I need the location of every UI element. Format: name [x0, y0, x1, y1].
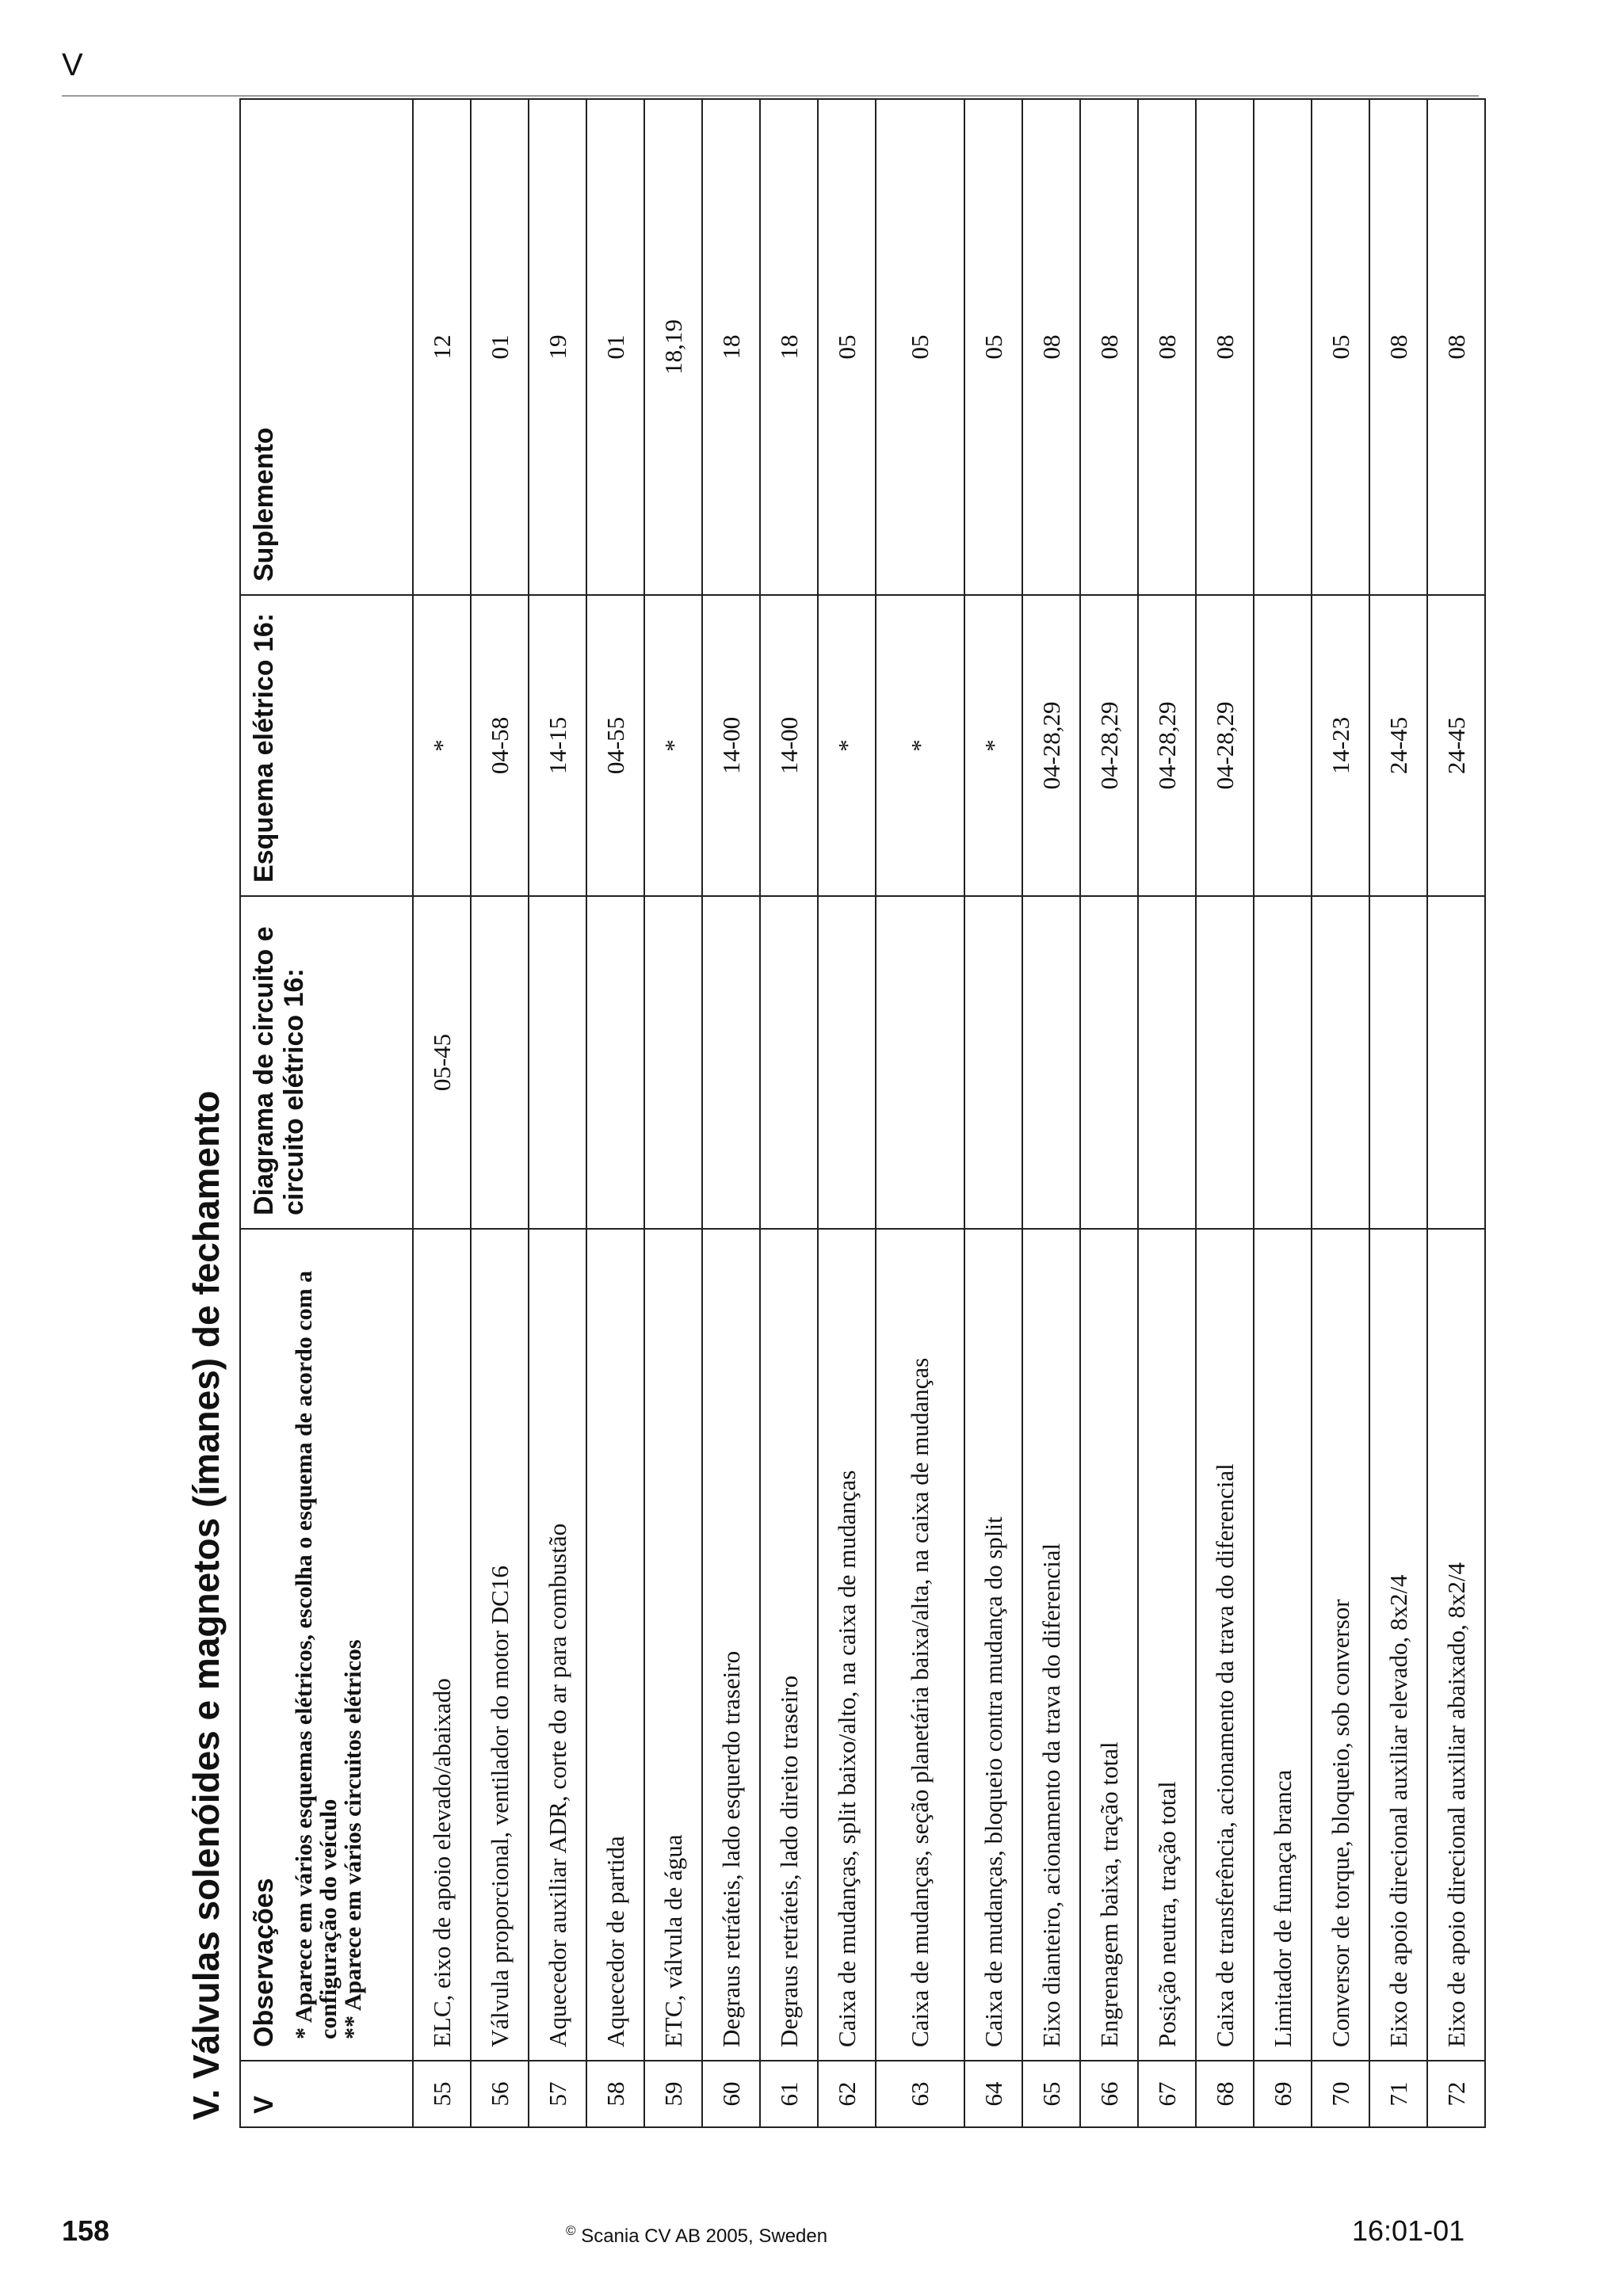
cell-id: 71 — [1369, 2061, 1427, 2127]
table-row — [1369, 99, 1427, 2127]
cell-circuit-diagram — [1312, 896, 1369, 1229]
cell-circuit-diagram — [1080, 896, 1138, 1229]
cell-circuit-diagram — [1196, 896, 1254, 1229]
cell-wiring-diagram: 14-15 — [529, 595, 586, 896]
cell-observation: Aquecedor auxiliar ADR, corte do ar para combustão — [529, 1229, 586, 2061]
cell-wiring-diagram: 04-28,29 — [1022, 595, 1080, 896]
cell-id: 59 — [644, 2061, 702, 2127]
cell-observation: Eixo de apoio direcional auxiliar elevado, 8x2/4 — [1369, 1229, 1427, 2061]
cell-circuit-diagram — [644, 896, 702, 1229]
cell-supplement: 01 — [471, 99, 529, 595]
cell-wiring-diagram: 04-28,29 — [1080, 595, 1138, 896]
table-body — [413, 99, 1485, 2127]
cell-supplement: 08 — [1022, 99, 1080, 595]
section-title: V. Válvulas solenóides e magnetos (ímanes) de fechamento — [185, 1090, 227, 2120]
cell-circuit-diagram — [1427, 896, 1485, 1229]
cell-wiring-diagram: 14-00 — [760, 595, 818, 896]
cell-wiring-diagram: 04-28,29 — [1196, 595, 1254, 896]
cell-circuit-diagram — [760, 896, 818, 1229]
copyright-notice — [566, 2223, 827, 2248]
cell-observation: Eixo dianteiro, acionamento da trava do diferencial — [1022, 1229, 1080, 2061]
cell-observation: Válvula proporcional, ventilador do motor DC16 — [471, 1229, 529, 2061]
column-header-supplement: Suplemento — [240, 99, 413, 595]
cell-id: 56 — [471, 2061, 529, 2127]
cell-circuit-diagram — [529, 896, 586, 1229]
cell-id: 57 — [529, 2061, 586, 2127]
cell-supplement: 08 — [1369, 99, 1427, 595]
cell-wiring-diagram: 04-28,29 — [1138, 595, 1196, 896]
table-row — [644, 99, 702, 2127]
cell-observation: Caixa de mudanças, split baixo/alto, na caixa de mudanças — [818, 1229, 876, 2061]
cell-id: 63 — [876, 2061, 964, 2127]
cell-observation: Caixa de mudanças, seção planetária baixa/alta, na caixa de mudanças — [876, 1229, 964, 2061]
cell-circuit-diagram: 05-45 — [413, 896, 471, 1229]
document-code: 16:01-01 — [1352, 2214, 1465, 2247]
cell-supplement: 05 — [964, 99, 1022, 595]
table-row — [1196, 99, 1254, 2127]
rotated-content — [182, 100, 1470, 2128]
cell-circuit-diagram — [702, 896, 760, 1229]
running-header-letter: V — [62, 48, 83, 82]
cell-supplement: 05 — [1312, 99, 1369, 595]
cell-circuit-diagram — [876, 896, 964, 1229]
cell-circuit-diagram — [964, 896, 1022, 1229]
cell-observation: Aquecedor de partida — [586, 1229, 644, 2061]
cell-observation: Degraus retráteis, lado direito traseiro — [760, 1229, 818, 2061]
column-header-observations — [240, 1229, 413, 2061]
table-row — [964, 99, 1022, 2127]
cell-circuit-diagram — [586, 896, 644, 1229]
cell-wiring-diagram: * — [413, 595, 471, 896]
cell-wiring-diagram: 14-00 — [702, 595, 760, 896]
table-header-row — [240, 99, 413, 2127]
cell-observation: ELC, eixo de apoio elevado/abaixado — [413, 1229, 471, 2061]
column-header-id: V — [240, 2061, 413, 2127]
cell-supplement: 08 — [1138, 99, 1196, 595]
cell-id: 66 — [1080, 2061, 1138, 2127]
cell-id: 55 — [413, 2061, 471, 2127]
cell-supplement: 08 — [1427, 99, 1485, 595]
header-note-1: * Aparece em vários esquemas elétricos, escolha o esquema de acordo com a configuração do veículo — [291, 1270, 342, 2039]
table-row — [413, 99, 471, 2127]
table-row — [702, 99, 760, 2127]
table-row — [1138, 99, 1196, 2127]
table-row — [1427, 99, 1485, 2127]
table-row — [818, 99, 876, 2127]
cell-circuit-diagram — [1254, 896, 1312, 1229]
table-row — [586, 99, 644, 2127]
cell-supplement: 05 — [818, 99, 876, 595]
cell-observation: Limitador de fumaça branca — [1254, 1229, 1312, 2061]
cell-supplement: 01 — [586, 99, 644, 595]
cell-observation: Degraus retráteis, lado esquerdo traseiro — [702, 1229, 760, 2061]
table-row — [760, 99, 818, 2127]
cell-id: 58 — [586, 2061, 644, 2127]
cell-wiring-diagram: 04-58 — [471, 595, 529, 896]
table-row — [471, 99, 529, 2127]
cell-observation: Posição neutra, tração total — [1138, 1229, 1196, 2061]
header-divider — [62, 95, 1479, 97]
cell-supplement: 18,19 — [644, 99, 702, 595]
cell-circuit-diagram — [1138, 896, 1196, 1229]
table-row — [1254, 99, 1312, 2127]
cell-circuit-diagram — [818, 896, 876, 1229]
cell-id: 60 — [702, 2061, 760, 2127]
table-row — [1312, 99, 1369, 2127]
cell-id: 70 — [1312, 2061, 1369, 2127]
cell-supplement: 08 — [1080, 99, 1138, 595]
table-row — [1080, 99, 1138, 2127]
cell-id: 67 — [1138, 2061, 1196, 2127]
solenoid-valve-table — [239, 98, 1486, 2128]
cell-circuit-diagram — [471, 896, 529, 1229]
table-row — [529, 99, 586, 2127]
cell-id: 65 — [1022, 2061, 1080, 2127]
cell-supplement: 12 — [413, 99, 471, 595]
cell-observation: Caixa de transferência, acionamento da trava do diferencial — [1196, 1229, 1254, 2061]
cell-supplement: 19 — [529, 99, 586, 595]
cell-supplement: 18 — [760, 99, 818, 595]
copyright-symbol: © — [566, 2223, 576, 2238]
cell-observation: Caixa de mudanças, bloqueio contra mudança do split — [964, 1229, 1022, 2061]
cell-wiring-diagram: * — [818, 595, 876, 896]
column-header-observations-label: Observações — [249, 1878, 279, 2047]
page-number: 158 — [62, 2214, 110, 2247]
column-header-circuit-diagram: Diagrama de circuito e circuito elétrico 16: — [240, 896, 413, 1229]
cell-circuit-diagram — [1369, 896, 1427, 1229]
cell-wiring-diagram: 14-23 — [1312, 595, 1369, 896]
cell-observation: Conversor de torque, bloqueio, sob conversor — [1312, 1229, 1369, 2061]
cell-wiring-diagram: * — [876, 595, 964, 896]
cell-wiring-diagram: 24-45 — [1369, 595, 1427, 896]
cell-wiring-diagram: 24-45 — [1427, 595, 1485, 896]
cell-id: 68 — [1196, 2061, 1254, 2127]
column-header-wiring-diagram: Esquema elétrico 16: — [240, 595, 413, 896]
cell-wiring-diagram: 04-55 — [586, 595, 644, 896]
cell-supplement — [1254, 99, 1312, 595]
table-row — [876, 99, 964, 2127]
cell-id: 69 — [1254, 2061, 1312, 2127]
cell-supplement: 08 — [1196, 99, 1254, 595]
cell-id: 61 — [760, 2061, 818, 2127]
cell-circuit-diagram — [1022, 896, 1080, 1229]
cell-observation: ETC, válvula de água — [644, 1229, 702, 2061]
cell-wiring-diagram — [1254, 595, 1312, 896]
cell-observation: Engrenagem baixa, tração total — [1080, 1229, 1138, 2061]
copyright-text: Scania CV AB 2005, Sweden — [581, 2225, 828, 2247]
cell-supplement: 18 — [702, 99, 760, 595]
cell-wiring-diagram: * — [964, 595, 1022, 896]
cell-id: 64 — [964, 2061, 1022, 2127]
cell-id: 62 — [818, 2061, 876, 2127]
cell-observation: Eixo de apoio direcional auxiliar abaixado, 8x2/4 — [1427, 1229, 1485, 2061]
cell-supplement: 05 — [876, 99, 964, 595]
header-note-2: ** Aparece em vários circuitos elétricos — [340, 1639, 366, 2039]
cell-id: 72 — [1427, 2061, 1485, 2127]
cell-wiring-diagram: * — [644, 595, 702, 896]
table-row — [1022, 99, 1080, 2127]
